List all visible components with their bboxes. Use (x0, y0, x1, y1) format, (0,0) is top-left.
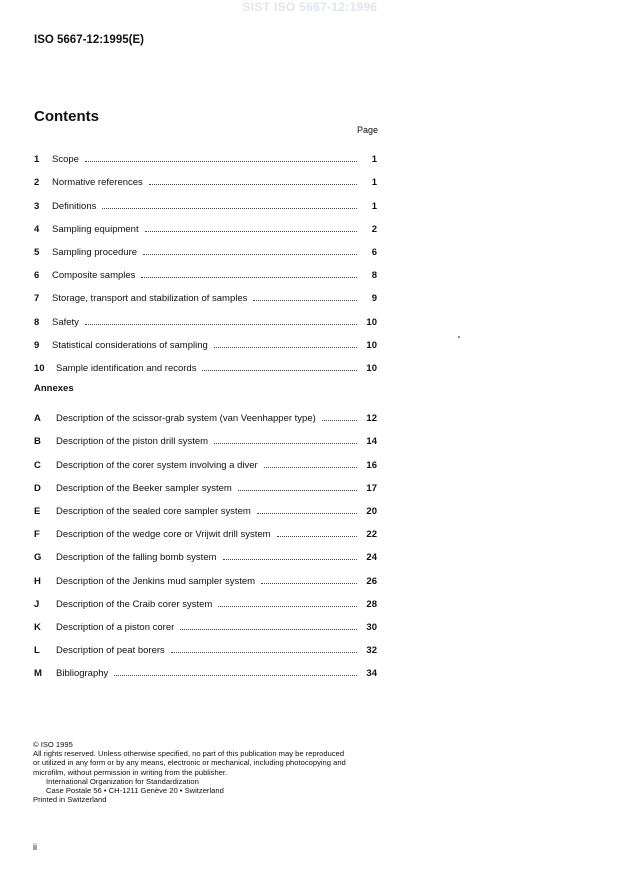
toc-title: Statistical considerations of sampling (52, 339, 208, 351)
annex-entry[interactable] (34, 610, 377, 633)
annex-letter: A (34, 413, 41, 425)
toc-number: 10 (34, 362, 45, 374)
annex-title: Description of the sealed core sampler system (56, 505, 251, 517)
annex-title: Description of the Beeker sampler system (56, 482, 232, 494)
watermark: SIST ISO 5667-12:1996 (242, 0, 378, 14)
toc-page: 9 (371, 293, 377, 305)
toc-title: Safety (52, 316, 79, 328)
toc-number: 6 (34, 270, 40, 282)
toc-entry[interactable] (34, 328, 377, 351)
annex-page: 20 (366, 505, 377, 517)
annex-letter: F (34, 529, 40, 541)
annex-letter: D (34, 482, 41, 494)
toc-entry[interactable] (34, 188, 377, 211)
toc-page: 2 (371, 223, 377, 235)
annex-title: Description of peat borers (56, 645, 165, 657)
toc-number: 9 (34, 339, 40, 351)
annex-entry[interactable] (34, 517, 377, 540)
toc-page: 10 (366, 339, 377, 351)
dot-leader (214, 347, 357, 348)
dot-leader (85, 324, 357, 325)
rights-text: microfilm, without permission in writing from the publisher. (33, 767, 228, 777)
dot-leader (238, 490, 357, 491)
toc-page: 1 (371, 200, 377, 212)
annex-entry[interactable] (34, 494, 377, 517)
annex-letter: G (34, 552, 42, 564)
copyright-notice (33, 740, 383, 804)
page-number: ii (33, 842, 37, 852)
annex-page: 24 (366, 552, 377, 564)
annex-entry[interactable] (34, 447, 377, 470)
annex-letter: E (34, 505, 41, 517)
annex-entry[interactable] (34, 471, 377, 494)
annex-letter: M (34, 668, 42, 680)
dot-leader (145, 231, 357, 232)
annex-entry[interactable] (34, 540, 377, 563)
contents-title: Contents (34, 108, 99, 125)
annex-entry[interactable] (34, 656, 377, 679)
annex-entry[interactable] (34, 401, 377, 424)
toc-title: Definitions (52, 200, 97, 212)
toc-number: 5 (34, 246, 40, 258)
toc-page: 1 (371, 154, 377, 166)
toc-entry[interactable] (34, 235, 377, 258)
annex-title: Description of the Craib corer system (56, 598, 213, 610)
copyright-line: © ISO 1995 (33, 740, 73, 749)
annex-page: 12 (366, 413, 377, 425)
annex-title: Description of the Jenkins mud sampler system (56, 575, 256, 587)
annex-page: 30 (366, 621, 377, 633)
annex-page: 16 (366, 459, 377, 471)
annex-entry[interactable] (34, 563, 377, 586)
toc-title: Storage, transport and stabilization of samples (52, 293, 248, 305)
toc-entry[interactable] (34, 212, 377, 235)
toc-title: Composite samples (52, 270, 136, 282)
annex-page: 17 (366, 482, 377, 494)
toc-title: Sample identification and records (56, 362, 197, 374)
annex-page: 14 (366, 436, 377, 448)
dot-leader (257, 513, 357, 514)
toc-entry[interactable] (34, 304, 377, 327)
toc-number: 7 (34, 293, 40, 305)
annex-page: 22 (366, 529, 377, 541)
dot-leader (143, 254, 357, 255)
toc-title: Sampling procedure (52, 246, 138, 258)
dot-leader (218, 606, 357, 607)
dot-leader (264, 467, 357, 468)
annex-letter: B (34, 436, 41, 448)
toc-number: 4 (34, 223, 40, 235)
dot-leader (149, 184, 357, 185)
rights-text: All rights reserved. Unless otherwise specified, no part of this publication may be reproduced (33, 749, 345, 759)
dot-leader (180, 629, 357, 630)
toc-entry[interactable] (34, 258, 377, 281)
dot-leader (277, 536, 357, 537)
toc-title: Sampling equipment (52, 223, 139, 235)
dot-leader (202, 370, 357, 371)
toc-page: 10 (366, 316, 377, 328)
toc-number: 2 (34, 177, 40, 189)
annex-title: Description of a piston corer (56, 621, 175, 633)
dot-leader (102, 208, 357, 209)
annex-title: Bibliography (56, 668, 109, 680)
toc-title: Normative references (52, 177, 143, 189)
annex-title: Description of the falling bomb system (56, 552, 217, 564)
toc-title: Scope (52, 154, 79, 166)
toc-entry[interactable] (34, 165, 377, 188)
organization-address: Case Postale 56 • CH-1211 Genève 20 • Switzerland (46, 786, 224, 796)
dot-leader (223, 559, 357, 560)
annex-letter: K (34, 621, 41, 633)
dot-leader (114, 675, 357, 676)
dot-leader (214, 443, 357, 444)
annexes-heading: Annexes (34, 383, 74, 394)
toc-list (34, 142, 377, 374)
annex-page: 32 (366, 645, 377, 657)
annex-title: Description of the piston drill system (56, 436, 209, 448)
dot-leader (85, 161, 357, 162)
annex-page: 28 (366, 598, 377, 610)
toc-entry[interactable] (34, 142, 377, 165)
toc-entry[interactable] (34, 351, 377, 374)
annex-entry[interactable] (34, 633, 377, 656)
annex-entry[interactable] (34, 587, 377, 610)
page-column-header: Page (357, 125, 379, 135)
toc-number: 1 (34, 154, 40, 166)
dot-leader (141, 277, 357, 278)
toc-page: 10 (366, 362, 377, 374)
dot-leader (261, 583, 357, 584)
rights-text: or utilized in any form or by any means, electronic or mechanical, including photocopying and (33, 758, 346, 768)
toc-number: 8 (34, 316, 40, 328)
annex-letter: C (34, 459, 41, 471)
document-id: ISO 5667-12:1995(E) (34, 34, 144, 46)
toc-number: 3 (34, 200, 40, 212)
annex-list (34, 401, 377, 679)
scan-speck (458, 336, 460, 338)
dot-leader (322, 420, 357, 421)
annex-page: 26 (366, 575, 377, 587)
annex-entry[interactable] (34, 424, 377, 447)
dot-leader (253, 300, 357, 301)
toc-page: 6 (371, 246, 377, 258)
annex-letter: H (34, 575, 41, 587)
annex-title: Description of the scissor-grab system (van Veenhapper type) (56, 413, 316, 425)
toc-entry[interactable] (34, 281, 377, 304)
dot-leader (171, 652, 357, 653)
annex-letter: J (34, 598, 40, 610)
annex-page: 34 (366, 668, 377, 680)
organization-name: International Organization for Standardization (46, 776, 199, 786)
toc-page: 1 (371, 177, 377, 189)
printed-in: Printed in Switzerland (33, 795, 107, 805)
annex-title: Description of the wedge core or Vrijwit drill system (56, 529, 271, 541)
annex-letter: L (34, 645, 40, 657)
toc-page: 8 (371, 270, 377, 282)
annex-title: Description of the corer system involving a diver (56, 459, 258, 471)
